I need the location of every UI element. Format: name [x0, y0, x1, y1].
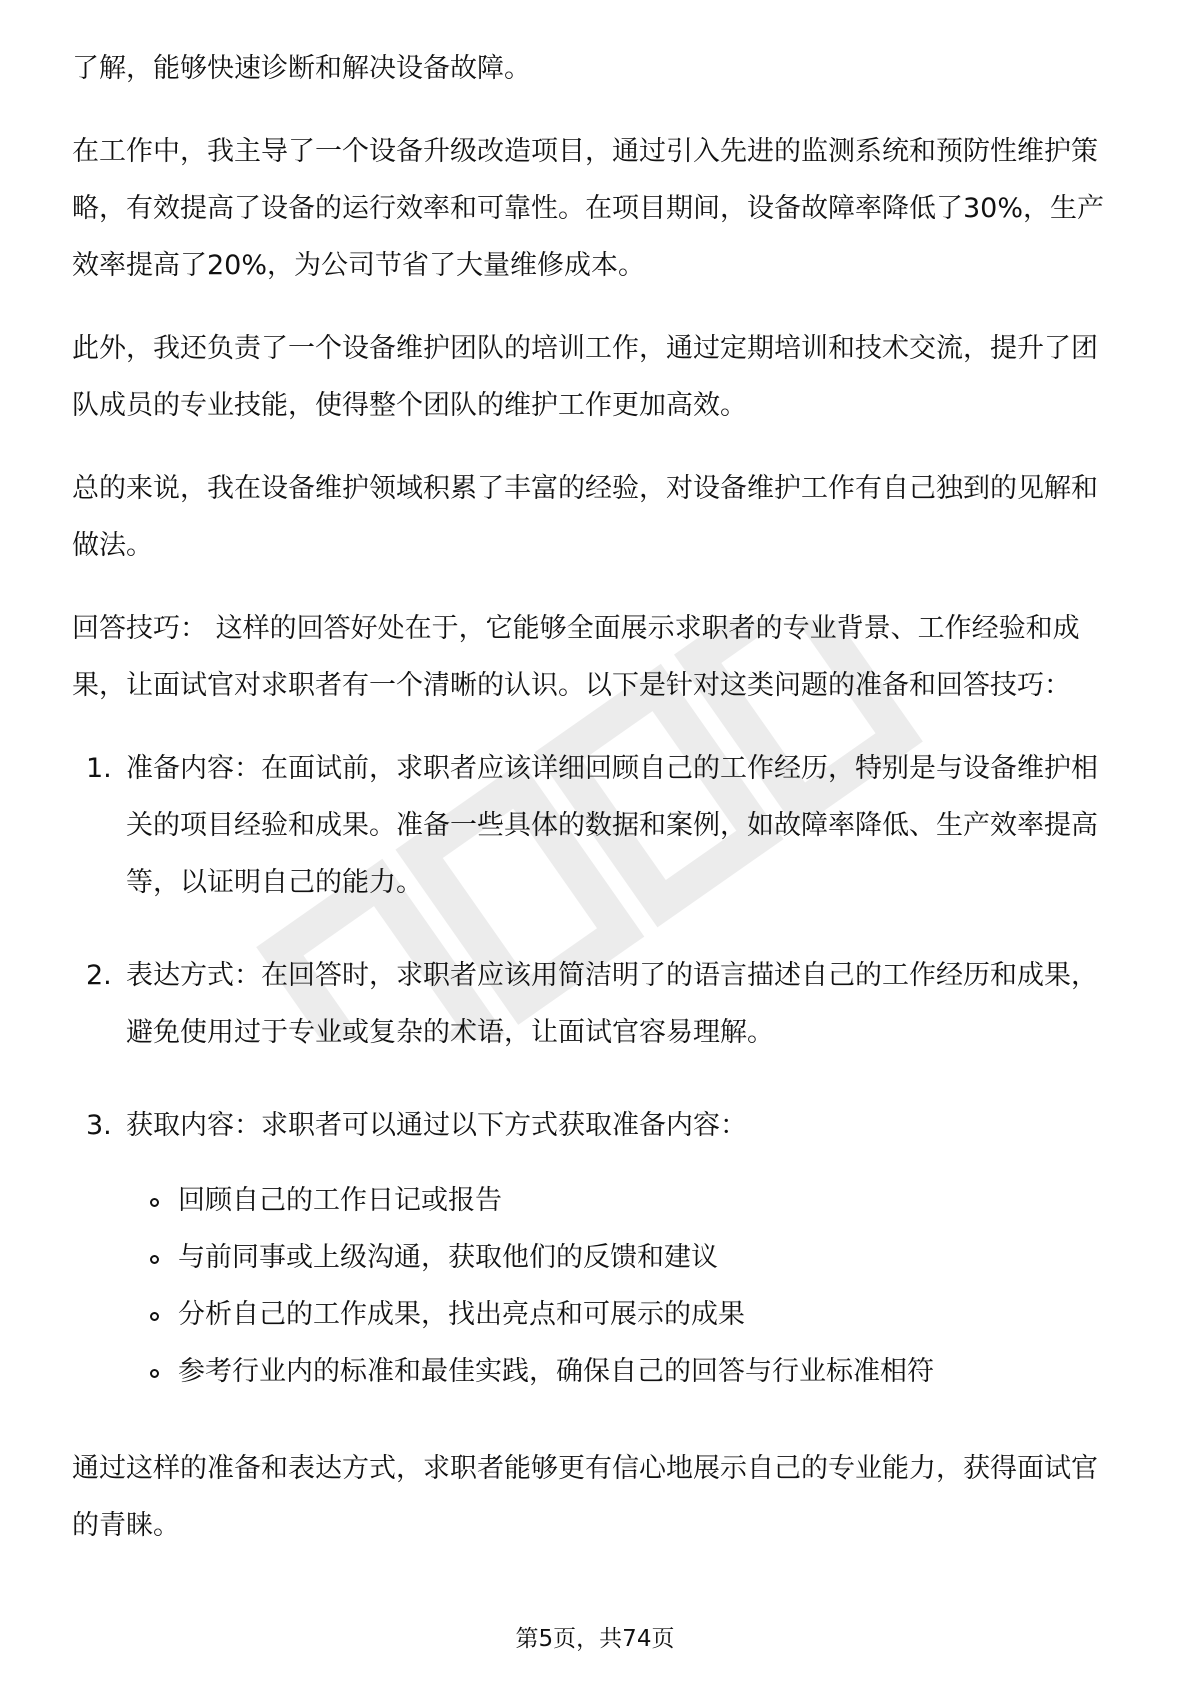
list-item [72, 1097, 1118, 1154]
bullet-item-text: 参考行业内的标准和最佳实践，确保自己的回答与行业标准相符 [178, 1356, 934, 1387]
answer-tips-paragraph: 回答技巧： 这样的回答好处在于，它能够全面展示求职者的专业背景、工作经验和成果，让面试官对求职者有一个清晰的认识。以下是针对这类问题的准备和回答技巧： [72, 613, 1080, 701]
page-footer: 第5页，共74页 [515, 1626, 675, 1652]
list-item [72, 740, 1118, 911]
bullet-item-text: 与前同事或上级沟通，获取他们的反馈和建议 [178, 1242, 718, 1273]
hollow-bullet-icon [150, 1369, 159, 1378]
bullet-item [150, 1343, 1118, 1400]
paragraph-1: 了解，能够快速诊断和解决设备故障。 [72, 53, 531, 84]
bullet-item [150, 1172, 1118, 1229]
list-number: 1. [86, 753, 112, 784]
closing-paragraph: 通过这样的准备和表达方式，求职者能够更有信心地展示自己的专业能力，获得面试官的青睐。 [72, 1453, 1098, 1541]
bullet-item-text: 分析自己的工作成果，找出亮点和可展示的成果 [178, 1299, 745, 1330]
bullet-item-text: 回顾自己的工作日记或报告 [178, 1185, 502, 1216]
list-number: 2. [86, 960, 112, 991]
paragraph-2: 在工作中，我主导了一个设备升级改造项目，通过引入先进的监测系统和预防性维护策略，有效提高了设备的运行效率和可靠性。在项目期间，设备故障率降低了30%，生产效率提高了20%，为公司节省了大量维修成本。 [72, 136, 1105, 281]
hollow-bullet-icon [150, 1255, 159, 1264]
list-item-text: 准备内容：在面试前，求职者应该详细回顾自己的工作经历，特别是与设备维护相关的项目经验和成果。准备一些具体的数据和案例，如故障率降低、生产效率提高等，以证明自己的能力。 [126, 753, 1098, 898]
hollow-bullet-icon [150, 1198, 159, 1207]
bullet-item [150, 1229, 1118, 1286]
paragraph-3: 此外，我还负责了一个设备维护团队的培训工作，通过定期培训和技术交流，提升了团队成员的专业技能，使得整个团队的维护工作更加高效。 [72, 333, 1098, 421]
list-item [72, 947, 1118, 1061]
list-item-text: 获取内容：求职者可以通过以下方式获取准备内容： [126, 1110, 747, 1141]
tips-ordered-list [72, 740, 1118, 1154]
list-number: 3. [86, 1110, 112, 1141]
hollow-bullet-icon [150, 1312, 159, 1321]
paragraph-4: 总的来说，我在设备维护领域积累了丰富的经验，对设备维护工作有自己独到的见解和做法。 [72, 473, 1098, 561]
bullet-item [150, 1286, 1118, 1343]
sources-bullet-list [72, 1172, 1118, 1400]
list-item-text: 表达方式：在回答时，求职者应该用简洁明了的语言描述自己的工作经历和成果，避免使用过于专业或复杂的术语，让面试官容易理解。 [126, 960, 1098, 1048]
